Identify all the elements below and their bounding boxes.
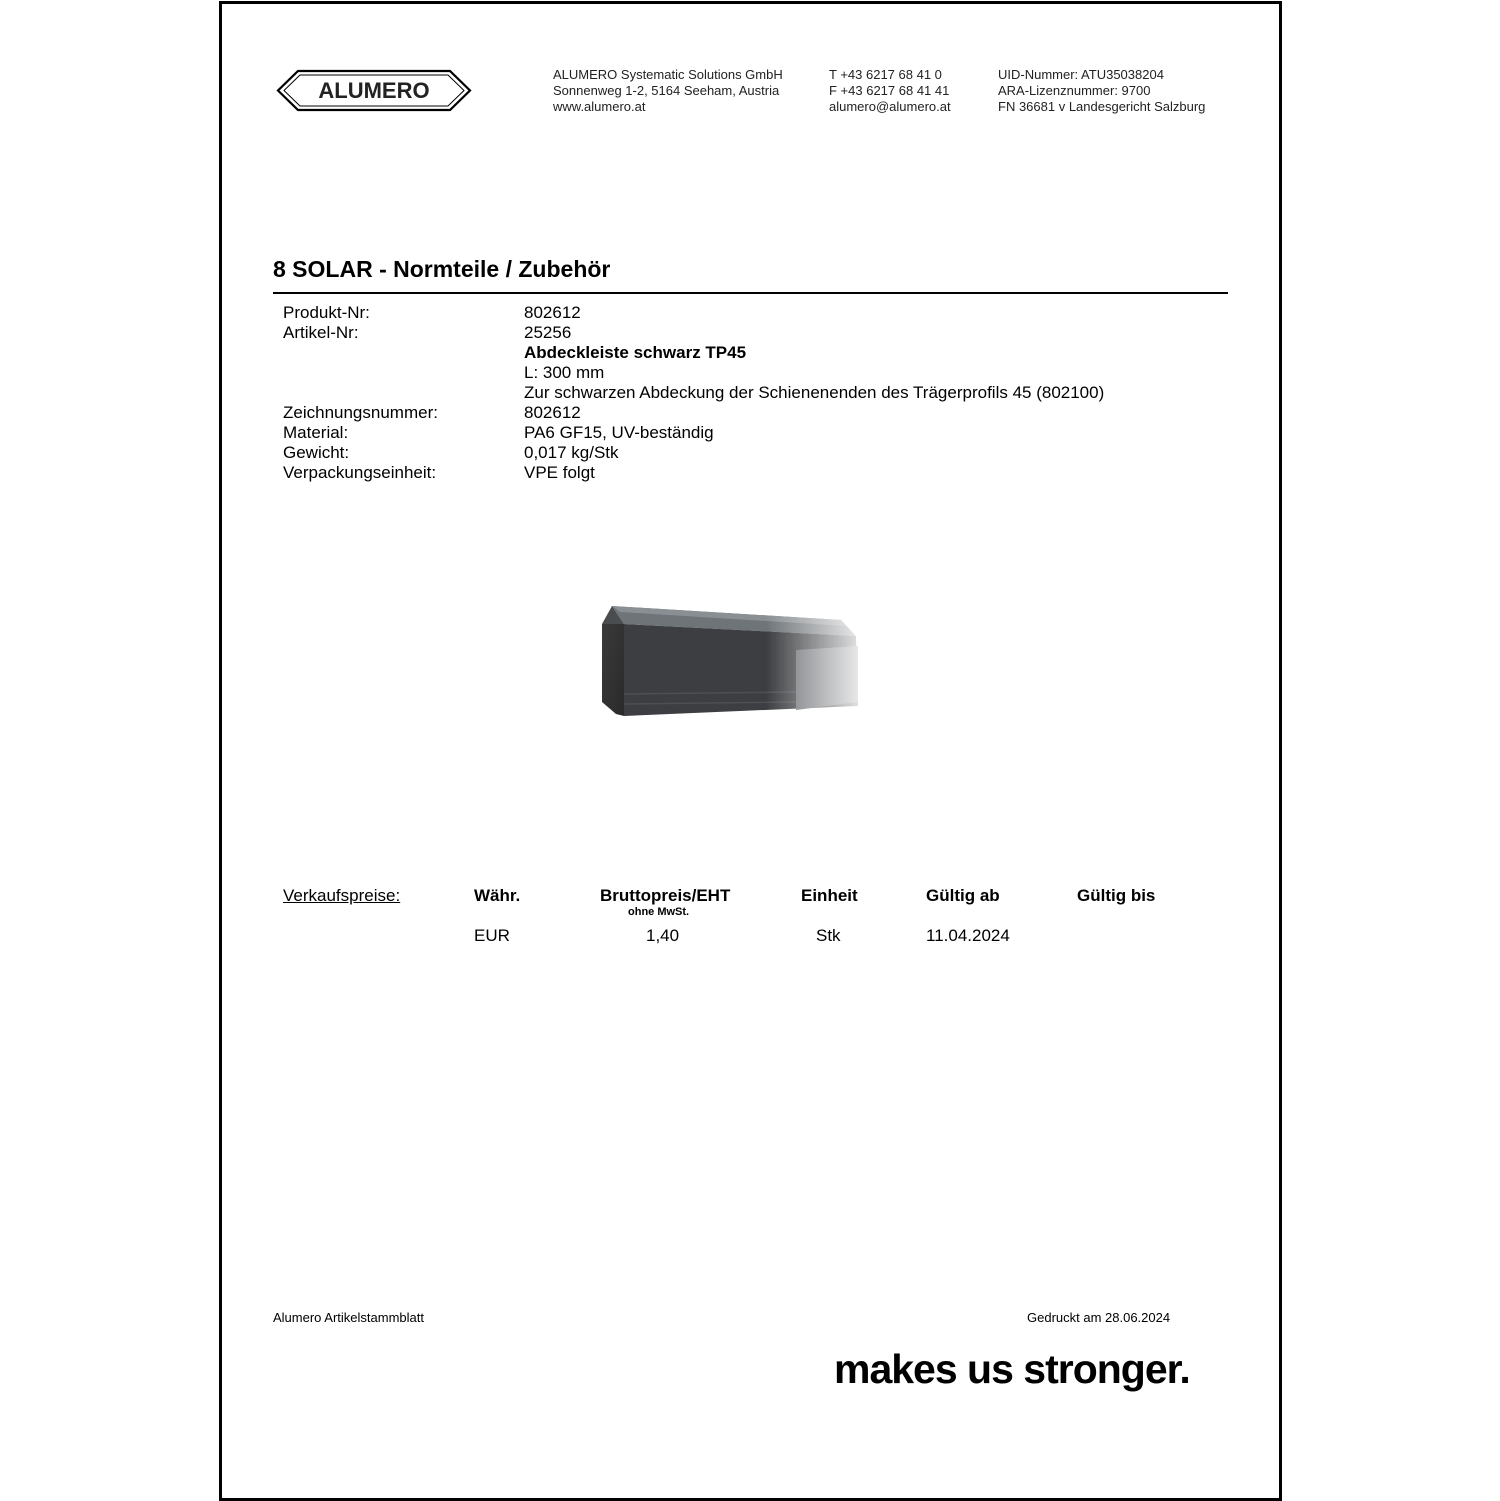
currency-header: Währ. — [474, 886, 521, 905]
valid-from-value: 11.04.2024 — [926, 926, 1010, 945]
unit-header: Einheit — [801, 886, 858, 905]
valid-from-header: Gültig ab — [926, 886, 1000, 905]
vpe-value: VPE folgt — [524, 463, 595, 482]
product-image — [596, 598, 876, 722]
currency-value: EUR — [474, 926, 510, 945]
company-name: ALUMERO Systematic Solutions GmbH — [553, 67, 783, 82]
slogan: makes us stronger. — [834, 1346, 1190, 1392]
price-value: 1,40 — [646, 926, 680, 945]
zeichnung-value: 802612 — [524, 403, 581, 422]
artikel-label: Artikel-Nr: — [283, 323, 359, 342]
artikel-value: 25256 — [524, 323, 572, 342]
footer-print-date: Gedruckt am 28.06.2024 — [1027, 1310, 1171, 1325]
prices-label: Verkaufspreise: — [283, 886, 401, 905]
contact-info — [829, 67, 951, 115]
document-page — [219, 1, 1282, 1501]
footer-doc-type: Alumero Artikelstammblatt — [273, 1310, 424, 1325]
produkt-label: Produkt-Nr: — [283, 303, 370, 322]
product-length: L: 300 mm — [524, 363, 605, 382]
legal-info — [998, 67, 1205, 115]
uid-number: UID-Nummer: ATU35038204 — [998, 67, 1164, 82]
gewicht-value: 0,017 kg/Stk — [524, 443, 619, 462]
logo-text: ALUMERO — [318, 78, 430, 103]
company-address: Sonnenweg 1-2, 5164 Seeham, Austria — [553, 83, 780, 98]
company-info — [553, 67, 783, 115]
company-web[interactable]: www.alumero.at — [553, 99, 646, 114]
vpe-label: Verpackungseinheit: — [283, 463, 437, 482]
title-divider — [273, 292, 1228, 294]
gewicht-label: Gewicht: — [283, 443, 350, 462]
alumero-logo — [276, 68, 472, 113]
product-description: Zur schwarzen Abdeckung der Schienenenden des Trägerprofils 45 (802100) — [524, 383, 1105, 402]
price-note: ohne MwSt. — [628, 906, 690, 918]
section-title: 8 SOLAR - Normteile / Zubehör — [273, 256, 611, 282]
fax: F +43 6217 68 41 41 — [829, 83, 950, 98]
phone: T +43 6217 68 41 0 — [829, 67, 942, 82]
unit-value: Stk — [816, 926, 841, 945]
ara-number: ARA-Lizenznummer: 9700 — [998, 83, 1151, 98]
product-name: Abdeckleiste schwarz TP45 — [524, 343, 747, 362]
email[interactable]: alumero@alumero.at — [829, 99, 951, 114]
zeichnung-label: Zeichnungsnummer: — [283, 403, 438, 422]
produkt-value: 802612 — [524, 303, 581, 322]
price-header: Bruttopreis/EHT — [600, 886, 731, 905]
valid-to-header: Gültig bis — [1077, 886, 1156, 905]
material-label: Material: — [283, 423, 349, 442]
fn-number: FN 36681 v Landesgericht Salzburg — [998, 99, 1206, 114]
material-value: PA6 GF15, UV-beständig — [524, 423, 714, 442]
